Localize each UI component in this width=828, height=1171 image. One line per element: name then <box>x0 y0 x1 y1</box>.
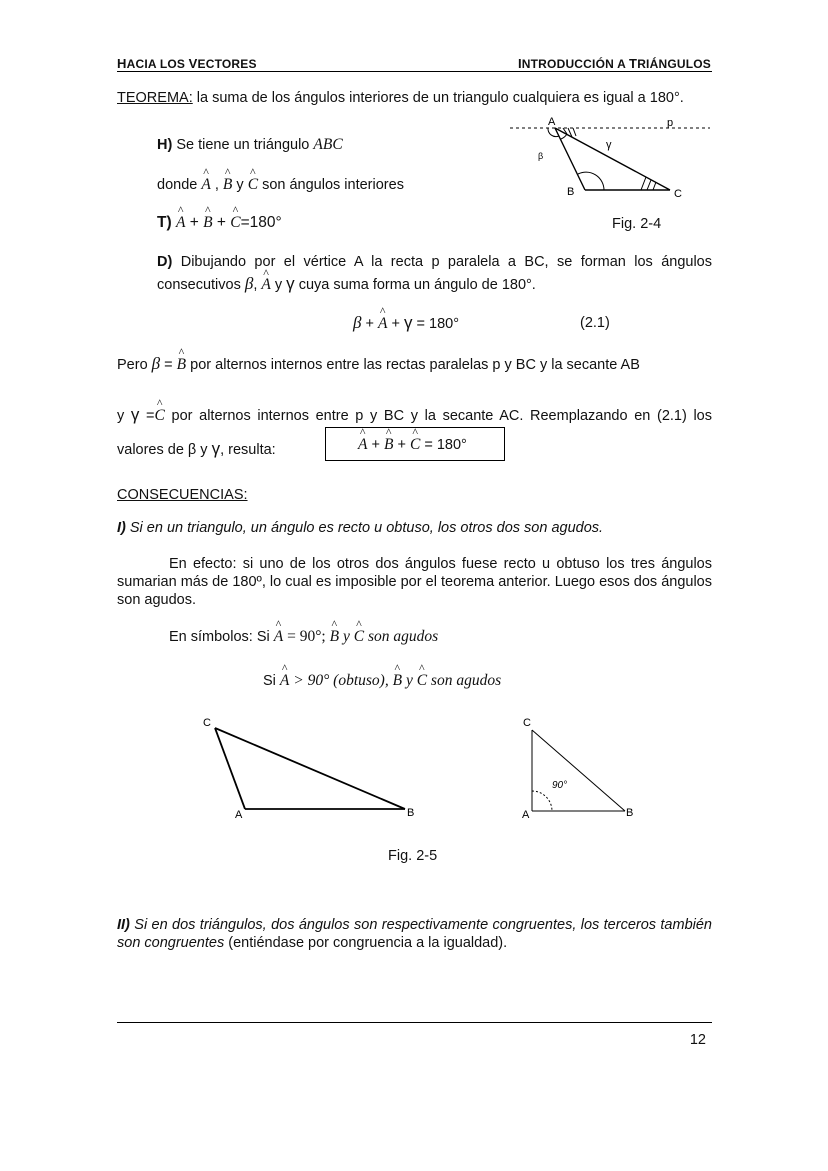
gamma-label: γ <box>606 139 612 151</box>
right-angle-label: 90° <box>552 780 568 791</box>
consequence-1: I) Si en un triangulo, un ángulo es recto u obtuso, los otros dos son agudos. <box>117 520 604 536</box>
demonstration: D) Dibujando por el vértice A la recta p paralela a BC, se forman los ángulos consecutivos β, ^ A y γ cuya suma forma un ángulo de 180°. <box>157 252 712 296</box>
header-rule <box>117 71 712 72</box>
pero-line: Pero β = ^ B por alternos internos entre las rectas paralelas p y BC y la secante AB <box>117 354 640 374</box>
side-ab <box>555 128 585 190</box>
valores-line: valores de β y γ, resulta: <box>117 439 276 458</box>
obtuse-vertex-c: C <box>203 717 211 729</box>
running-header-left: HACIA LOS VECTORES <box>117 56 257 71</box>
consecuencias-heading: CONSECUENCIAS: <box>117 487 248 503</box>
angle-b-arc <box>578 172 604 190</box>
y-gamma-line: y γ =^ C por alternos internos entre p y BC y la secante AC. Reemplazando en (2.1) los <box>117 405 712 425</box>
efecto-paragraph: En efecto: si uno de los otros dos ángulos fuese recto u obtuso los tres ángulos sumarian más de 180º, lo cual es imposible por el teorema anterior. Luego esos dos ángulos son agudos. <box>117 556 712 608</box>
obtuse-vertex-b: B <box>407 807 415 819</box>
consequence-2: II) Si en dos triángulos, dos ángulos son respectivamente congruentes, los terceros también son congruentes (entiéndase por congruencia a la igualdad). <box>117 917 712 951</box>
fig-2-5-caption: Fig. 2-5 <box>388 848 438 864</box>
right-triangle <box>522 717 633 821</box>
figure-2-5 <box>195 710 645 830</box>
theorem-statement: TEOREMA: la suma de los ángulos interiores de un triangulo cualquiera es igual a 180°. <box>117 90 684 106</box>
right-vertex-a: A <box>522 809 530 821</box>
si-obtuso-line: Si ^ A > 90° (obtuso), ^ B y ^ C son agudos <box>263 672 501 690</box>
beta-label: β <box>538 151 544 161</box>
donde-line: donde ^ A , ^ B y ^ C son ángulos interiores <box>157 176 404 194</box>
equation-number: (2.1) <box>580 315 610 331</box>
running-header-right: INTRODUCCIÓN A TRIÁNGULOS <box>517 56 711 71</box>
vertex-a-label: A <box>548 116 556 128</box>
footer-rule <box>117 1022 712 1023</box>
equation-2-1: β + ^ A + γ = 180° <box>353 313 459 333</box>
page-number: 12 <box>689 1032 706 1048</box>
right-vertex-c: C <box>523 717 531 729</box>
obtuse-triangle <box>203 717 414 821</box>
figure-2-4 <box>505 112 715 212</box>
obtuse-vertex-a: A <box>235 809 243 821</box>
vertex-b-label: B <box>567 186 575 198</box>
simbolos-line: En símbolos: Si ^ A = 90°; ^ B y ^ C son agudos <box>169 628 438 646</box>
hypothesis-line: H) Se tiene un triángulo ABC <box>157 136 343 153</box>
abc-symbol: ABC <box>313 136 343 153</box>
angle-a-arc <box>561 134 567 139</box>
vertex-c-label: C <box>674 188 682 200</box>
fig-2-4-caption: Fig. 2-4 <box>612 216 662 232</box>
boxed-result: ^ A + ^ B + ^ C = 180° <box>358 436 467 454</box>
right-vertex-b: B <box>626 807 634 819</box>
side-ac <box>555 128 670 190</box>
line-p-label: p <box>667 117 674 129</box>
thesis-line: T) ^ A + ^ B + ^ C=180° <box>157 214 282 232</box>
